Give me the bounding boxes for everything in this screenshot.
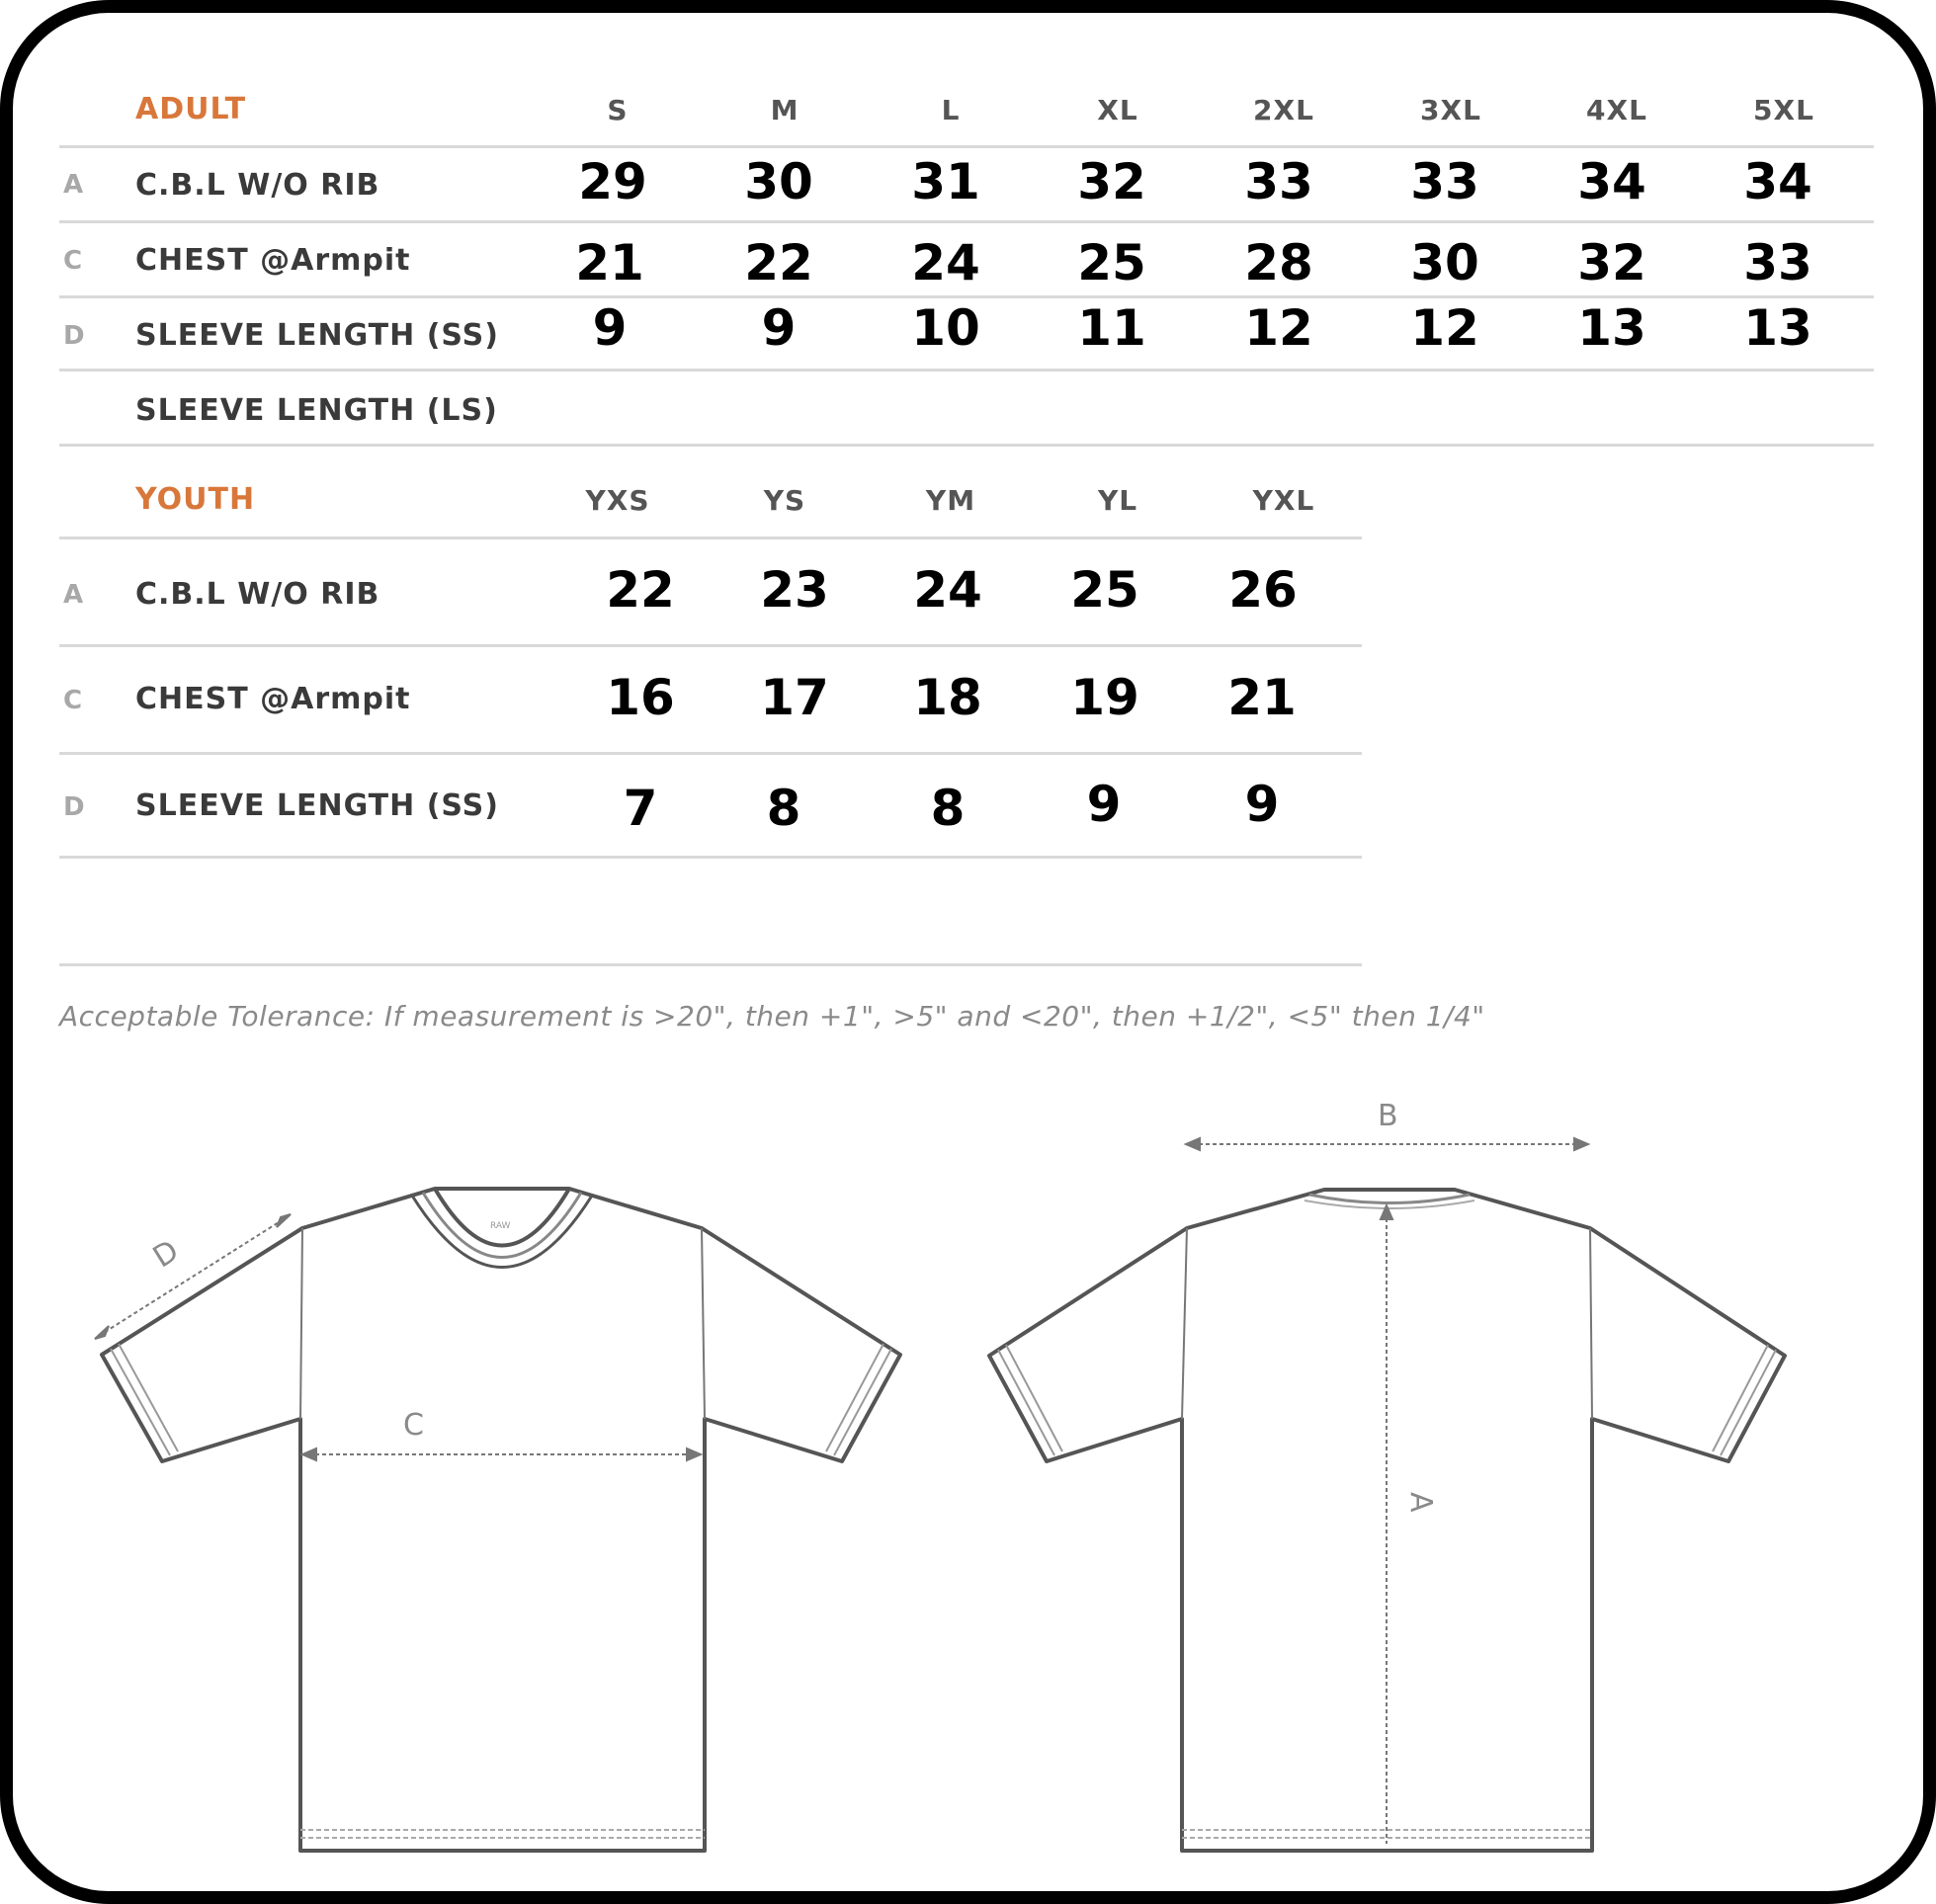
adult-size-header: XL	[1097, 94, 1138, 126]
adult-size-header: 2XL	[1253, 94, 1314, 126]
row-letter: C	[63, 686, 83, 715]
row-letter: C	[63, 246, 83, 276]
table-divider	[59, 644, 1362, 647]
row-label: CHEST @Armpit	[135, 243, 411, 278]
row-label: C.B.L W/O RIB	[135, 577, 380, 612]
table-divider	[59, 752, 1362, 755]
table-cell: 26	[1228, 561, 1298, 619]
table-cell: 34	[1577, 153, 1646, 210]
row-label: SLEEVE LENGTH (LS)	[135, 393, 498, 428]
table-cell: 9	[592, 299, 628, 357]
table-cell: 12	[1244, 299, 1313, 357]
adult-size-header: M	[770, 94, 800, 126]
table-divider	[59, 444, 1874, 447]
table-cell: 8	[766, 780, 801, 837]
table-divider	[59, 856, 1362, 859]
table-cell: 13	[1577, 299, 1646, 357]
row-letter: D	[63, 321, 85, 351]
table-cell: 33	[1743, 234, 1812, 291]
row-label: CHEST @Armpit	[135, 682, 411, 716]
table-cell: 28	[1244, 234, 1313, 291]
row-letter: A	[63, 580, 84, 610]
tolerance-note: Acceptable Tolerance: If measurement is >20", then +1", >5" and <20", then +1/2", <5" then 1/4"	[59, 1000, 1485, 1033]
table-cell: 24	[911, 234, 980, 291]
table-cell: 7	[623, 780, 658, 837]
table-cell: 21	[575, 234, 644, 291]
youth-size-header: YM	[925, 484, 976, 517]
table-divider	[59, 537, 1362, 539]
youth-size-header: YXL	[1252, 484, 1315, 517]
row-letter: A	[63, 170, 84, 200]
youth-size-header: YXS	[585, 484, 650, 517]
table-divider	[59, 963, 1362, 966]
adult-size-header: 5XL	[1753, 94, 1814, 126]
adult-size-header: L	[941, 94, 961, 126]
table-cell: 32	[1077, 153, 1146, 210]
row-label: C.B.L W/O RIB	[135, 168, 380, 203]
table-cell: 10	[911, 299, 980, 357]
table-cell: 24	[913, 561, 982, 619]
width-dimension-label: B	[1378, 1099, 1398, 1133]
front-tshirt-diagram	[102, 1189, 900, 1851]
table-cell: 19	[1070, 669, 1139, 726]
table-cell: 9	[761, 299, 797, 357]
adult-size-header: 4XL	[1586, 94, 1647, 126]
table-cell: 25	[1077, 234, 1146, 291]
table-cell: 8	[930, 780, 966, 837]
table-cell: 9	[1086, 776, 1122, 833]
table-divider	[59, 145, 1874, 148]
table-divider	[59, 369, 1874, 372]
collar-tag-text: RAW	[490, 1221, 511, 1231]
adult-size-header: 3XL	[1420, 94, 1481, 126]
youth-size-header: YS	[763, 484, 806, 517]
table-cell: 13	[1743, 299, 1812, 357]
table-divider	[59, 295, 1874, 298]
row-letter: D	[63, 792, 85, 822]
youth-section-title: YOUTH	[135, 482, 256, 517]
table-cell: 21	[1227, 669, 1297, 726]
adult-size-header: S	[607, 94, 629, 126]
table-cell: 30	[1410, 234, 1479, 291]
youth-size-header: YL	[1097, 484, 1138, 517]
table-cell: 23	[760, 561, 829, 619]
table-cell: 32	[1577, 234, 1646, 291]
table-cell: 33	[1244, 153, 1313, 210]
table-divider	[59, 220, 1874, 223]
tshirt-diagrams	[0, 1067, 1936, 1877]
row-label: SLEEVE LENGTH (SS)	[135, 788, 499, 823]
sleeve-dimension-label: D	[146, 1233, 186, 1276]
table-cell: 18	[913, 669, 982, 726]
table-cell: 34	[1743, 153, 1812, 210]
table-cell: 22	[744, 234, 813, 291]
table-cell: 25	[1070, 561, 1139, 619]
chest-dimension-label: C	[403, 1408, 424, 1443]
table-cell: 16	[606, 669, 675, 726]
length-dimension-label: A	[1403, 1492, 1438, 1513]
table-cell: 30	[744, 153, 813, 210]
table-cell: 17	[760, 669, 829, 726]
table-cell: 31	[911, 153, 980, 210]
adult-section-title: ADULT	[135, 92, 247, 126]
table-cell: 33	[1410, 153, 1479, 210]
table-cell: 9	[1244, 776, 1280, 833]
table-cell: 22	[606, 561, 675, 619]
table-cell: 29	[578, 153, 647, 210]
width-measure-arrow	[1186, 1138, 1588, 1150]
table-cell: 11	[1077, 299, 1146, 357]
row-label: SLEEVE LENGTH (SS)	[135, 318, 499, 353]
table-cell: 12	[1410, 299, 1479, 357]
